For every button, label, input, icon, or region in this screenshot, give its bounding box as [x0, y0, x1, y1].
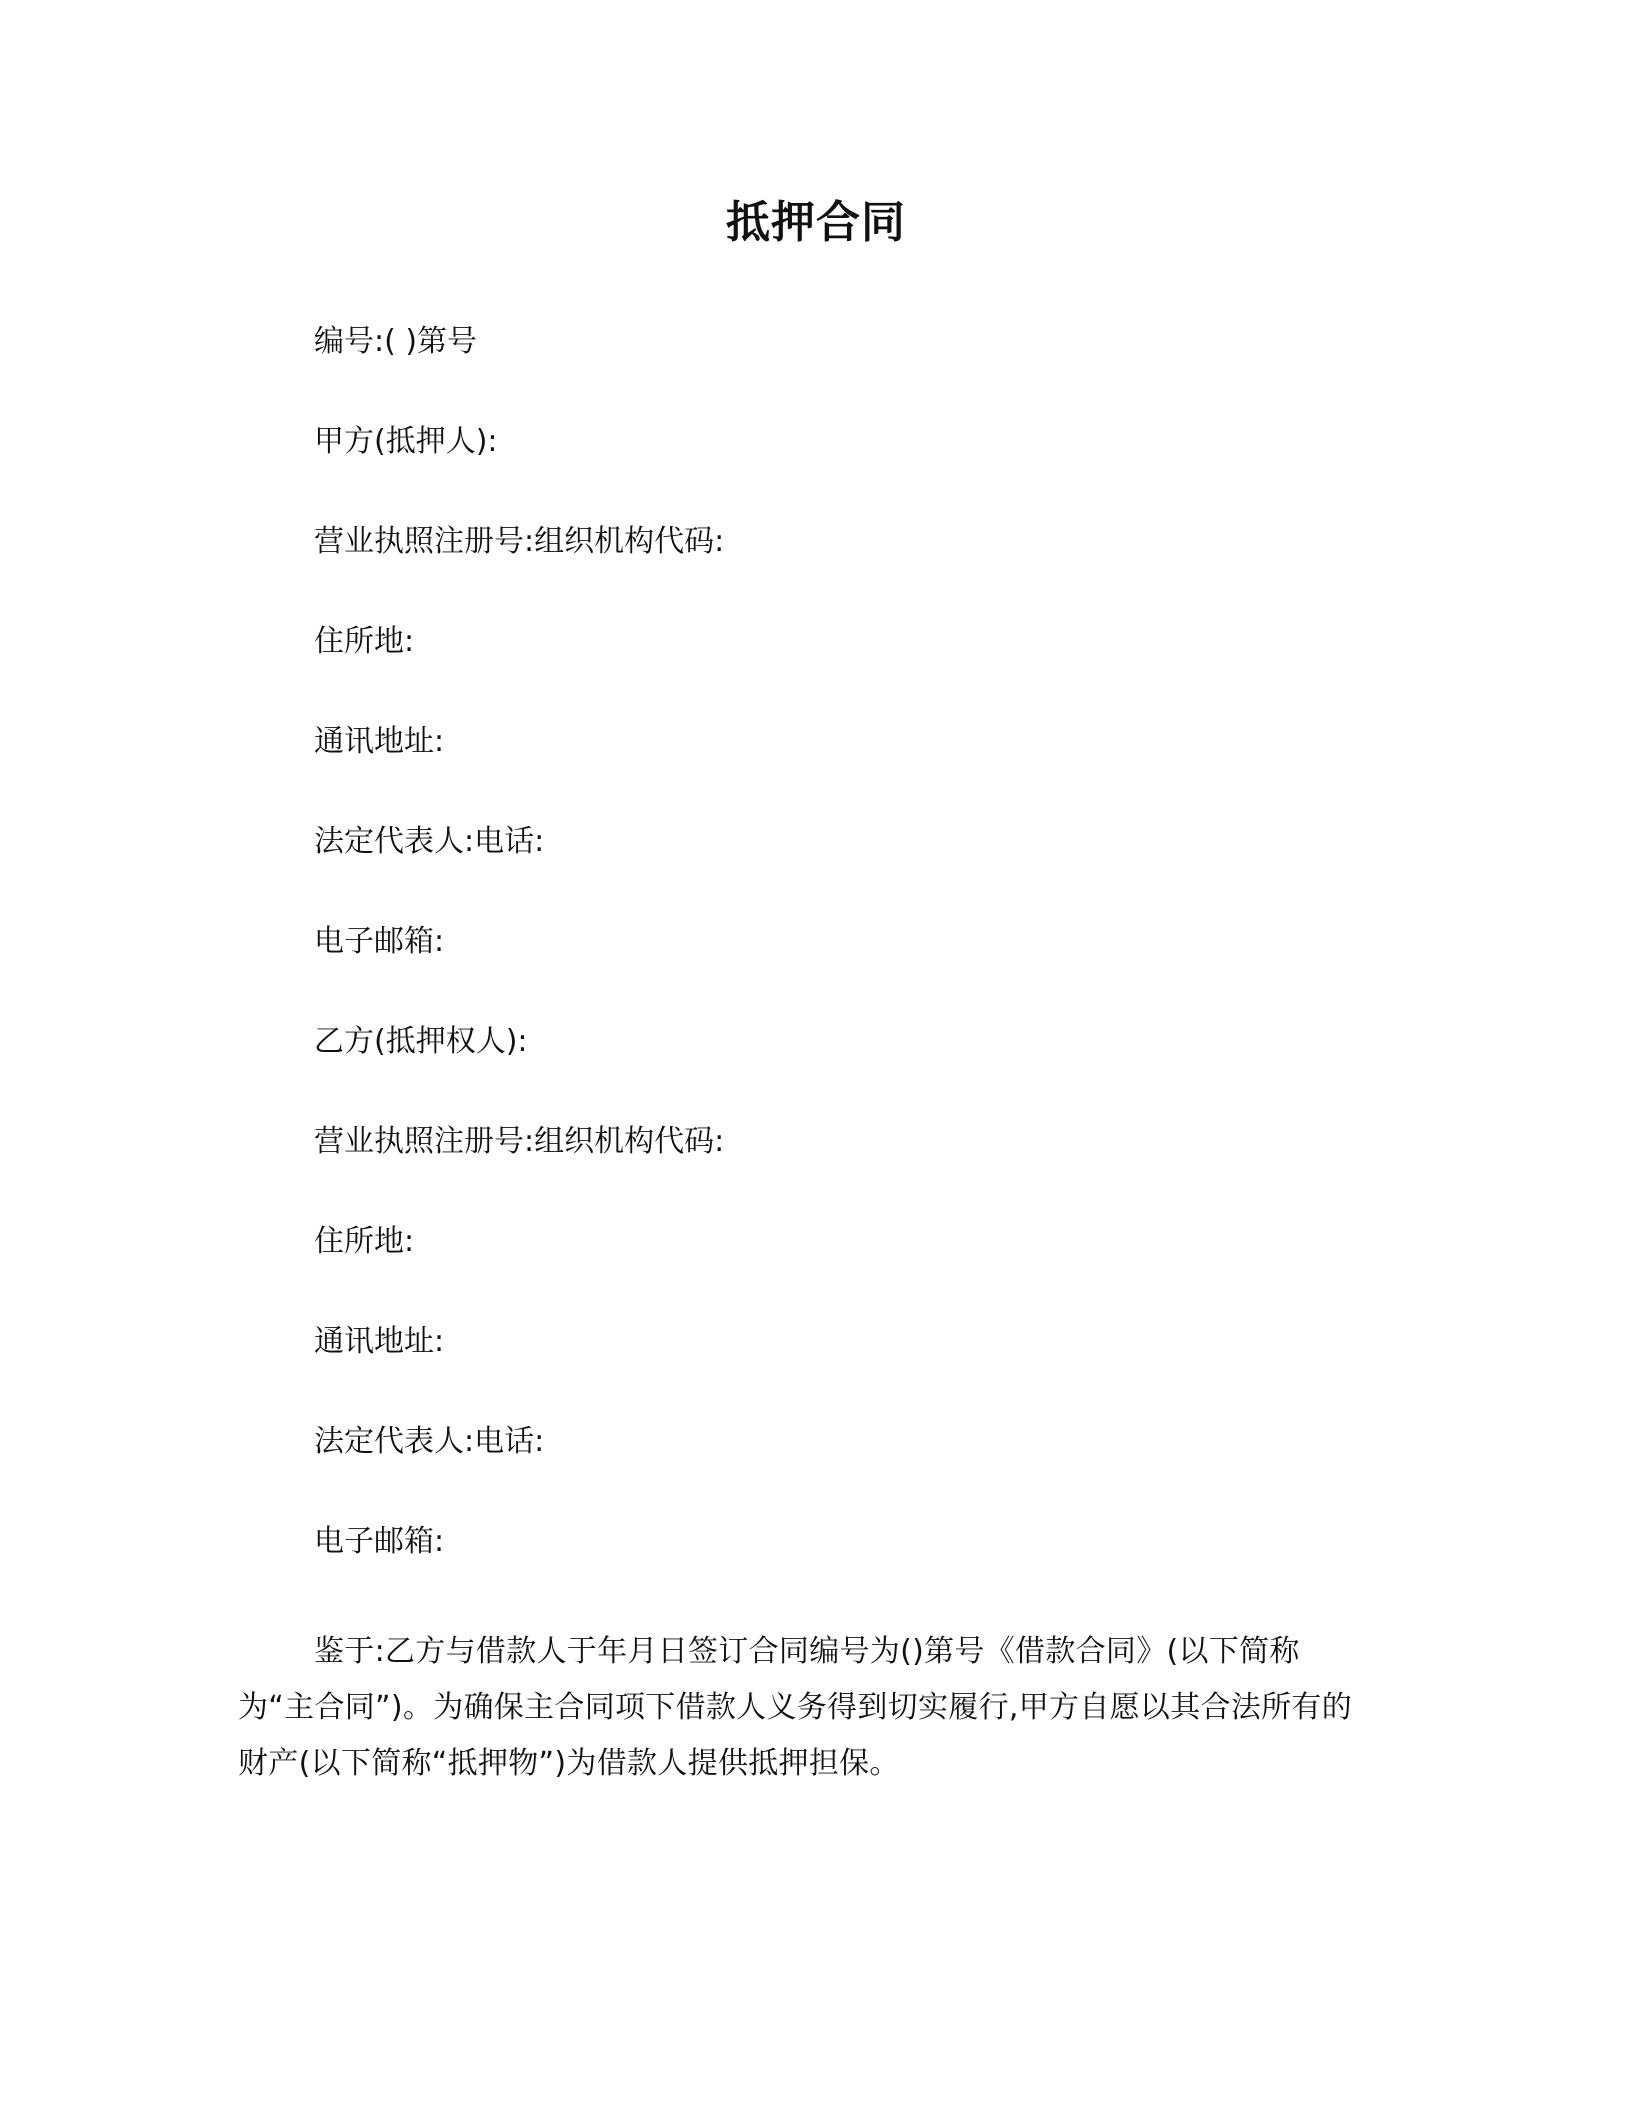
recital-paragraph: 鉴于:乙方与借款人于年月日签订合同编号为()第号《借款合同》(以下简称为“主合同”)。为确保主合同项下借款人义务得到切实履行,甲方自愿以其合法所有的财产(以下简称“抵押物”)为借款人提供抵押担保。 — [238, 1634, 1353, 1781]
party-b-heading: 乙方(抵押权人): — [314, 1024, 528, 1059]
party-a-registration-field: 营业执照注册号:组织机构代码: — [314, 524, 725, 559]
contract-number-field: 编号:( )第号 — [314, 324, 478, 359]
party-b-domicile-field: 住所地: — [314, 1224, 415, 1259]
party-a-domicile-field: 住所地: — [314, 624, 415, 659]
document-title: 抵押合同 — [726, 197, 906, 248]
party-b-email-field: 电子邮箱: — [314, 1524, 445, 1559]
party-a-heading: 甲方(抵押人): — [314, 424, 498, 459]
party-a-representative-field: 法定代表人:电话: — [314, 824, 545, 859]
party-a-email-field: 电子邮箱: — [314, 924, 445, 959]
party-b-representative-field: 法定代表人:电话: — [314, 1424, 545, 1459]
party-b-registration-field: 营业执照注册号:组织机构代码: — [314, 1124, 725, 1159]
party-a-address-field: 通讯地址: — [314, 724, 445, 759]
party-b-address-field: 通讯地址: — [314, 1324, 445, 1359]
